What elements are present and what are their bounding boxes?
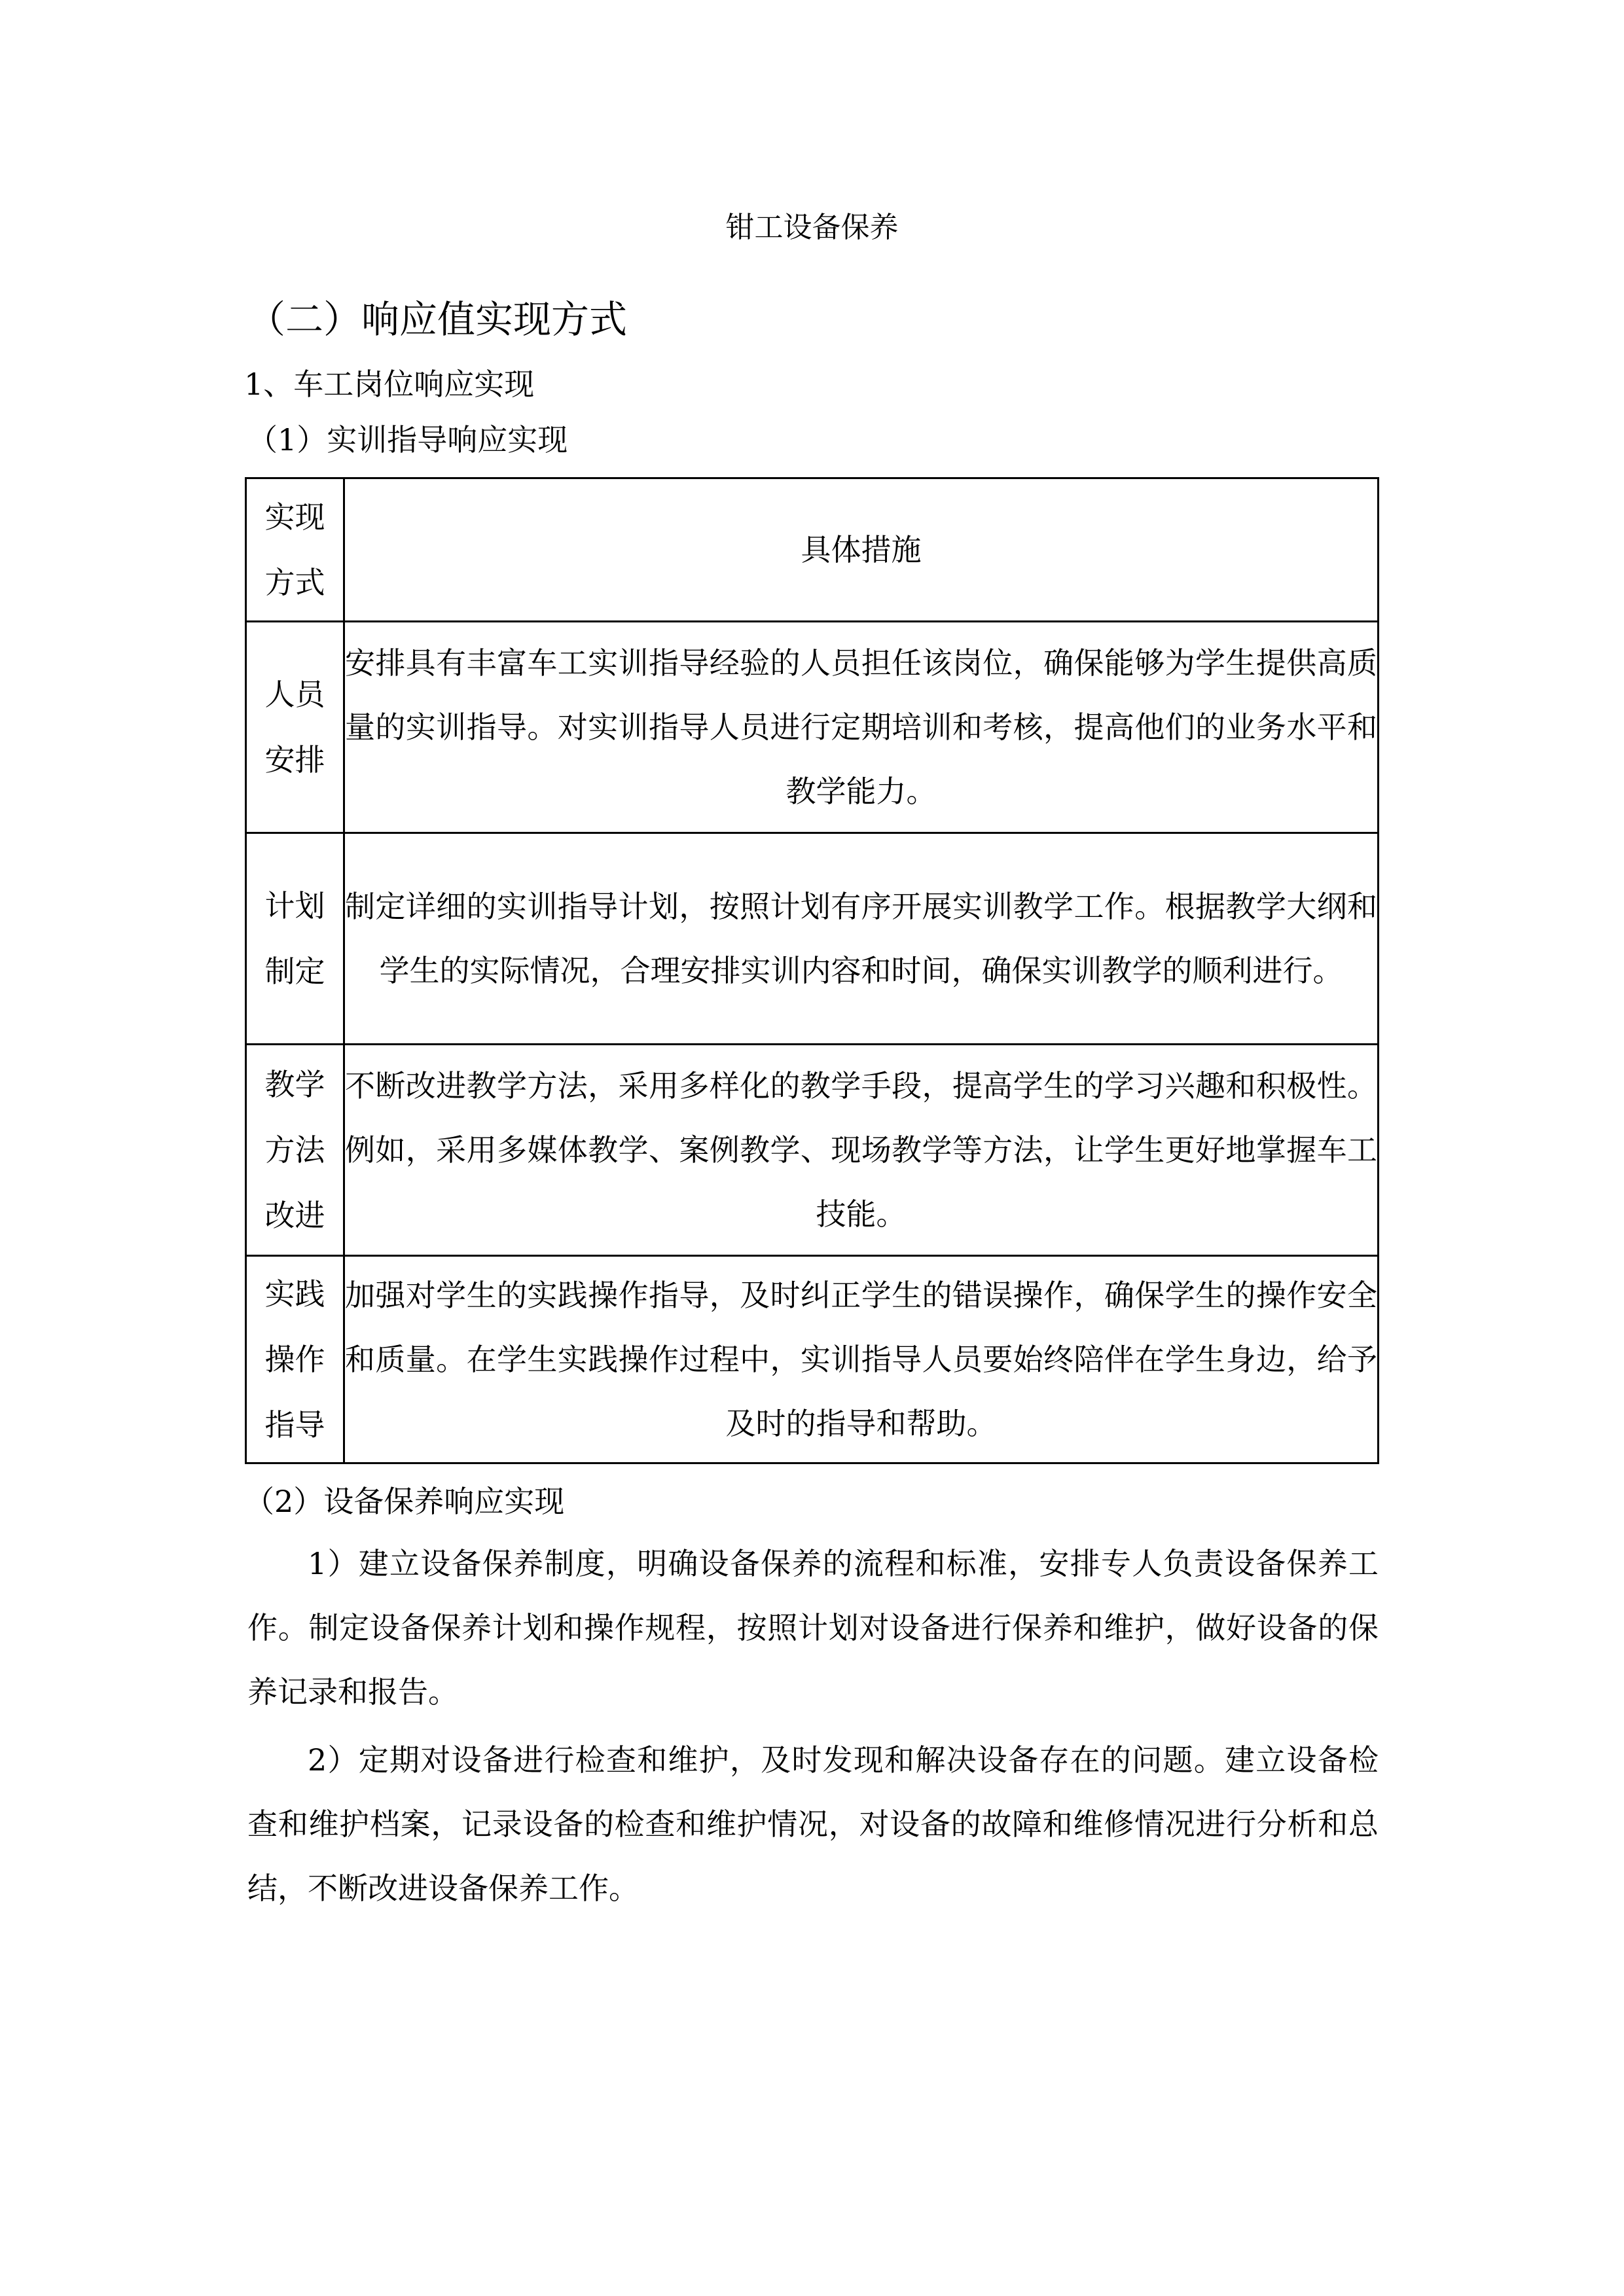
subsection-heading: 1、车工岗位响应实现	[244, 367, 535, 402]
row-label-line2: 方法	[264, 1132, 325, 1168]
row-label-line1: 实践	[264, 1276, 325, 1312]
paragraph-2: 2）定期对设备进行检查和维护，及时发现和解决设备存在的问题。建立设备检查和维护档案，记录设备的检查和维护情况，对设备的故障和维修情况进行分析和总结，不断改进设备保养工作。	[247, 1742, 1379, 1906]
header-measures-cell: 具体措施	[344, 478, 1379, 622]
table-row	[246, 1256, 1379, 1463]
row-label-cell	[246, 1045, 344, 1256]
header-method-cell	[246, 478, 344, 622]
table-row	[246, 833, 1379, 1045]
row-label-line2: 操作	[264, 1342, 325, 1377]
row-label-line1: 人员	[264, 677, 325, 712]
table-row	[246, 1045, 1379, 1256]
table-header-row	[246, 478, 1379, 622]
paragraph-1: 1）建立设备保养制度，明确设备保养的流程和标准，安排专人负责设备保养工作。制定设备保养计划和操作规程，按照计划对设备进行保养和维护，做好设备的保养记录和报告。	[247, 1546, 1379, 1710]
row-content-cell: 制定详细的实训指导计划，按照计划有序开展实训教学工作。根据教学大纲和学生的实际情况，合理安排实训内容和时间，确保实训教学的顺利进行。	[344, 833, 1379, 1045]
measures-table	[245, 477, 1379, 1464]
row-content-cell: 不断改进教学方法，采用多样化的教学手段，提高学生的学习兴趣和积极性。例如，采用多媒体教学、案例教学、现场教学等方法，让学生更好地掌握车工技能。	[344, 1045, 1379, 1256]
row-label-line1: 计划	[264, 888, 325, 924]
row-label-cell	[246, 1256, 344, 1463]
table-caption: （1）实训指导响应实现	[247, 422, 568, 457]
row-label-line2: 安排	[264, 742, 325, 778]
row-content-cell: 安排具有丰富车工实训指导经验的人员担任该岗位，确保能够为学生提供高质量的实训指导。对实训指导人员进行定期培训和考核，提高他们的业务水平和教学能力。	[344, 622, 1379, 833]
section-heading: （二）响应值实现方式	[247, 297, 628, 342]
row-label-line3: 改进	[264, 1198, 325, 1233]
row-label-cell	[246, 622, 344, 833]
row-content-cell: 加强对学生的实践操作指导，及时纠正学生的错误操作，确保学生的操作安全和质量。在学生实践操作过程中，实训指导人员要始终陪伴在学生身边，给予及时的指导和帮助。	[344, 1256, 1379, 1463]
row-label-cell	[246, 833, 344, 1045]
row-label-line1: 教学	[264, 1067, 325, 1102]
page-title: 钳工设备保养	[725, 211, 899, 244]
table-row	[246, 622, 1379, 833]
header-method-label-line2: 方式	[264, 565, 325, 600]
equipment-heading: （2）设备保养响应实现	[244, 1484, 565, 1519]
header-method-label-line1: 实现	[264, 499, 325, 535]
row-label-line2: 制定	[264, 954, 325, 989]
row-label-line3: 指导	[264, 1407, 325, 1443]
